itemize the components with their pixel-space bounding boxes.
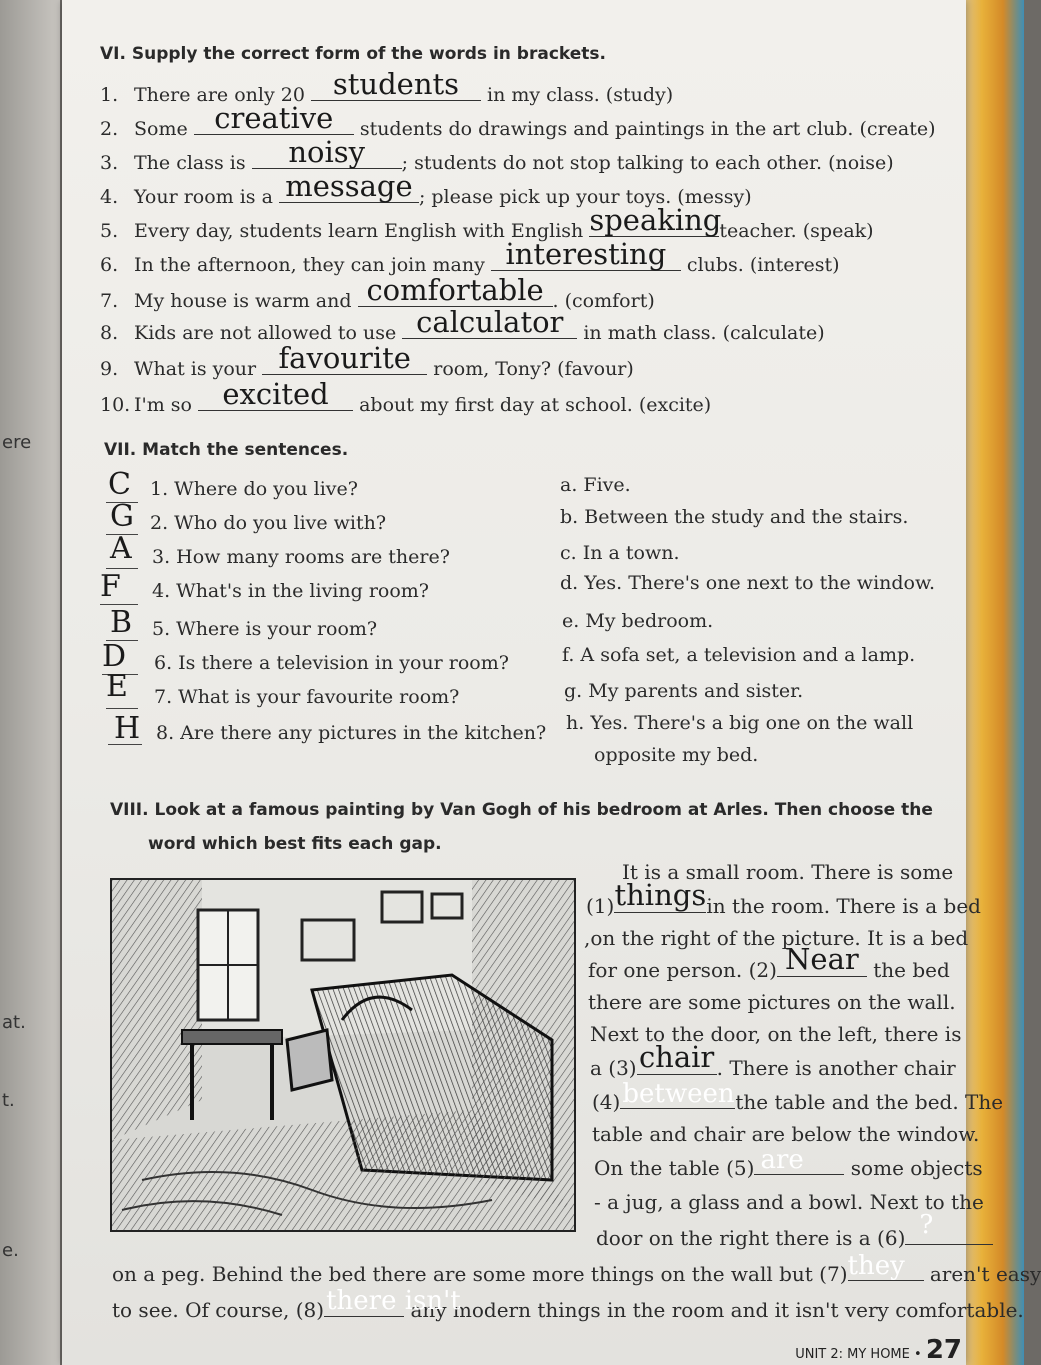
gap-7[interactable]: they <box>848 1280 924 1281</box>
unit-title: UNIT 2: MY HOME <box>795 1347 910 1362</box>
exercise-6-item: 3. The class is noisy ; students do not stop talking to each other. (noise) <box>100 135 894 174</box>
answer-blank[interactable]: comfortable <box>358 306 553 307</box>
margin-fragment: t. <box>2 1090 15 1111</box>
answer-blank[interactable]: calculator <box>402 338 577 339</box>
van-gogh-bedroom-painting <box>110 878 576 1232</box>
match-option: d. Yes. There's one next to the window. <box>560 572 936 594</box>
answer-blank[interactable]: message <box>279 202 419 203</box>
gap-1[interactable]: things <box>614 878 707 912</box>
exercise-6-item: 10. I'm so excited about my first day at school. (excite) <box>100 377 712 416</box>
match-question: 3. How many rooms are there? <box>152 546 450 568</box>
answer-line <box>106 708 138 709</box>
section-6-title: VI. Supply the correct form of the words in brackets. <box>100 44 606 64</box>
painting-illustration <box>112 880 574 1230</box>
answer-blank[interactable]: favourite <box>262 374 427 375</box>
answer-blank[interactable]: excited <box>198 410 353 411</box>
match-option: b. Between the study and the stairs. <box>560 506 909 528</box>
worksheet-page <box>62 0 1041 1365</box>
passage-line: Next to the door, on the left, there is <box>590 1022 962 1046</box>
background-left <box>0 0 60 1365</box>
match-question: 2. Who do you live with? <box>150 512 387 534</box>
passage-line: to see. Of course, (8) there isn't any modern things in the room and it isn't very comfortable. <box>112 1286 1024 1322</box>
match-question: 4. What's in the living room? <box>152 580 429 602</box>
exercise-6-item: 6. In the afternoon, they can join many interesting clubs. (interest) <box>100 237 840 276</box>
gap-8[interactable]: there isn't <box>326 1286 461 1316</box>
match-answer[interactable]: F <box>100 569 121 604</box>
exercise-6-item: 2. Some creative students do drawings and paintings in the art club. (create) <box>100 101 936 140</box>
match-option: a. Five. <box>560 474 631 496</box>
answer-blank[interactable]: speaking <box>589 203 722 237</box>
gap-6[interactable]: ? <box>905 1244 993 1245</box>
match-option: g. My parents and sister. <box>564 680 804 702</box>
passage-line: on a peg. Behind the bed there are some more things on the wall but (7) they aren't easy <box>112 1251 1041 1286</box>
passage-line: table and chair are below the window. <box>592 1122 980 1146</box>
margin-fragment: e. <box>2 1240 19 1261</box>
match-answer[interactable]: D <box>102 639 127 674</box>
match-answer[interactable]: C <box>108 467 131 502</box>
gap-5[interactable]: are <box>754 1174 844 1175</box>
answer-blank[interactable]: interesting <box>491 270 681 271</box>
exercise-6-item: 4. Your room is a message ; please pick up your toys. (messy) <box>100 169 752 208</box>
passage-line: a (3) chair . There is another chair <box>590 1040 956 1080</box>
match-question: 1. Where do you live? <box>150 478 358 500</box>
margin-fragment: ere <box>2 432 32 453</box>
exercise-6-item: 7. My house is warm and comfortable . (comfort) <box>100 273 655 312</box>
passage-line: - a jug, a glass and a bowl. Next to the <box>594 1190 984 1214</box>
match-answer[interactable]: E <box>106 669 128 704</box>
page-footer: UNIT 2: MY HOME • 27 <box>795 1335 962 1365</box>
match-option: opposite my bed. <box>594 744 759 766</box>
match-option: c. In a town. <box>560 542 680 564</box>
answer-blank[interactable]: noisy <box>252 168 402 169</box>
passage-line: (1) things in the room. There is a bed <box>586 878 981 918</box>
exercise-6-item: 5. Every day, students learn English with English speaking teacher. (speak) <box>100 203 874 242</box>
passage-line: It is a small room. There is some <box>622 860 954 884</box>
gap-4[interactable]: between <box>622 1079 735 1109</box>
passage-line: for one person. (2) Near the bed <box>588 942 950 982</box>
section-7-title: VII. Match the sentences. <box>104 440 349 460</box>
passage-line: door on the right there is a (6) ? <box>596 1226 993 1250</box>
match-answer[interactable]: G <box>110 499 134 534</box>
passage-line: ,on the right of the picture. It is a bed <box>584 926 969 950</box>
exercise-6-item: 1. There are only 20 students in my class. (study) <box>100 67 674 106</box>
match-answer[interactable]: H <box>114 711 141 746</box>
exercise-6-item: 9. What is your favourite room, Tony? (favour) <box>100 341 634 380</box>
answer-blank[interactable]: students <box>311 100 481 101</box>
answer-line <box>108 744 142 745</box>
section-8-title-cont: word which best fits each gap. <box>148 834 442 854</box>
match-answer[interactable]: A <box>110 531 132 566</box>
passage-line: there are some pictures on the wall. <box>588 990 956 1014</box>
match-question: 6. Is there a television in your room? <box>154 652 509 674</box>
match-answer[interactable]: B <box>110 605 133 640</box>
page-number: 27 <box>925 1335 962 1365</box>
match-option: e. My bedroom. <box>562 610 714 632</box>
passage-line: On the table (5) are some objects <box>594 1145 983 1180</box>
match-option: h. Yes. There's a big one on the wall <box>566 712 914 734</box>
answer-blank[interactable]: creative <box>194 134 354 135</box>
margin-fragment: at. <box>2 1012 26 1033</box>
match-question: 7. What is your favourite room? <box>154 686 460 708</box>
gap-3[interactable]: chair <box>637 1074 717 1075</box>
match-question: 8. Are there any pictures in the kitchen? <box>156 722 547 744</box>
exercise-6-item: 8. Kids are not allowed to use calculator in math class. (calculate) <box>100 305 825 344</box>
passage-line: (4) between the table and the bed. The <box>592 1079 1004 1114</box>
section-8-title: VIII. Look at a famous painting by Van Gogh of his bedroom at Arles. Then choose the <box>110 800 933 820</box>
match-question: 5. Where is your room? <box>152 618 378 640</box>
gap-2[interactable]: Near <box>777 976 867 977</box>
match-option: f. A sofa set, a television and a lamp. <box>562 644 916 666</box>
